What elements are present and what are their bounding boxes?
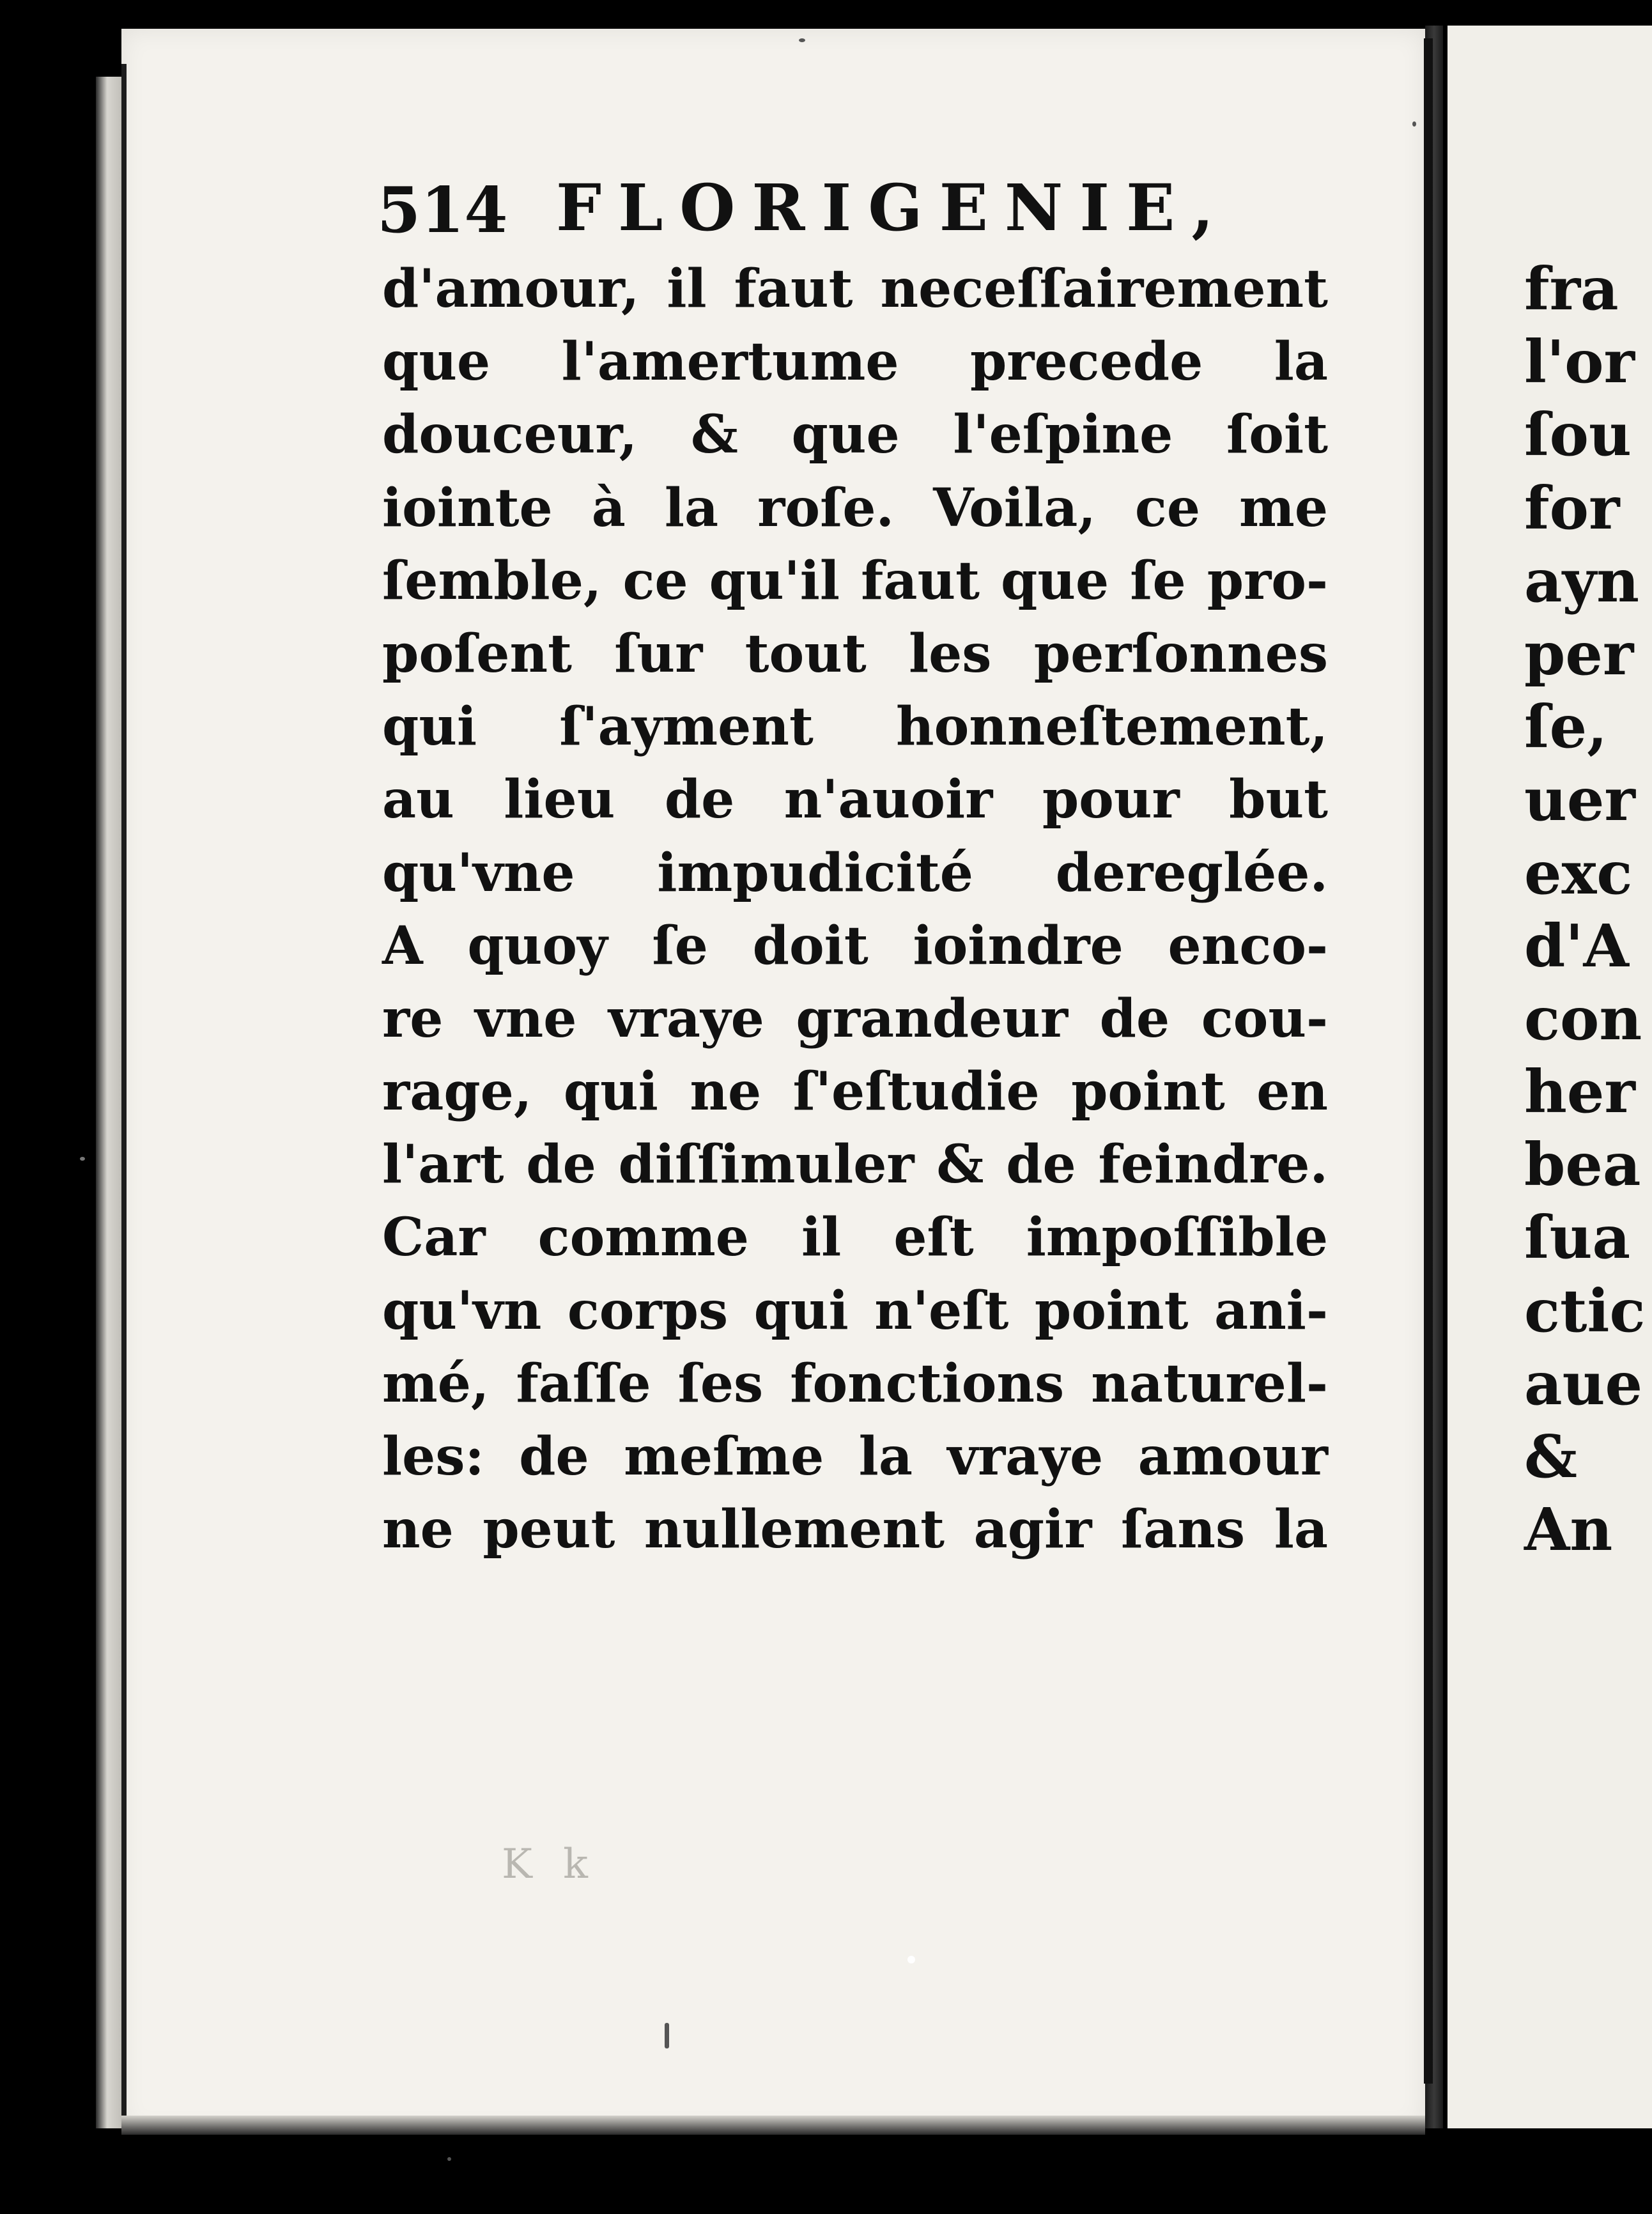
right-line: ſua — [1524, 1203, 1631, 1273]
right-line: uer — [1524, 765, 1635, 835]
right-line: exc — [1524, 838, 1633, 908]
text-line: qui ſ'ayment honneſtement, — [382, 696, 1328, 758]
right-line: l'or — [1524, 327, 1635, 397]
right-line: aue — [1524, 1349, 1643, 1418]
right-line: con — [1524, 984, 1642, 1053]
running-title: FLORIGENIE, — [556, 170, 1231, 245]
right-line: ſou — [1524, 400, 1632, 470]
text-line: d'amour, il faut neceſſairement — [382, 258, 1328, 320]
right-line: ſe, — [1524, 692, 1608, 762]
text-line: les: de meſme la vraye amour — [382, 1426, 1328, 1487]
text-line: iointe à la roſe. Voila, ce me — [382, 477, 1328, 539]
right-page-text-fragments — [1524, 252, 1652, 1566]
body-text — [382, 252, 1328, 1566]
text-line: poſent ſur tout les perſonnes — [382, 623, 1328, 685]
right-line: for — [1524, 473, 1620, 543]
speck — [1412, 121, 1416, 127]
speck — [447, 2157, 451, 2161]
right-line: ayn — [1524, 546, 1639, 615]
right-line: bea — [1524, 1130, 1641, 1200]
text-line: ne peut nullement agir ſans la — [382, 1499, 1328, 1561]
text-line: A quoy ſe doit ioindre enco- — [382, 915, 1328, 977]
bleed-through-signature: K k — [502, 1841, 597, 1888]
running-head — [377, 153, 1336, 247]
right-line: fra — [1524, 254, 1619, 323]
page-edge-line — [121, 64, 127, 2128]
page-number: 514 — [377, 174, 508, 247]
right-line: & — [1524, 1422, 1578, 1491]
text-line: Car comme il eſt impoſſible — [382, 1207, 1328, 1269]
right-line: d'A — [1524, 911, 1629, 980]
right-line: her — [1524, 1057, 1635, 1127]
right-line: ctic — [1524, 1276, 1646, 1345]
text-line: rage, qui ne ſ'eſtudie point en — [382, 1061, 1328, 1123]
text-line: ſemble, ce qu'il faut que ſe pro- — [382, 550, 1328, 612]
speck — [665, 2023, 669, 2048]
text-line: douceur, & que l'eſpine ſoit — [382, 404, 1328, 466]
text-line: que l'amertume precede la — [382, 331, 1328, 393]
right-line: An — [1524, 1495, 1613, 1565]
text-line: mé, faſſe ſes fonctions naturel- — [382, 1352, 1328, 1414]
speck — [907, 1956, 915, 1963]
text-line: re vne vraye grandeur de cou- — [382, 987, 1328, 1049]
text-line: qu'vne impudicité dereglée. — [382, 842, 1328, 904]
speck — [799, 38, 805, 42]
text-line: qu'vn corps qui n'eſt point ani- — [382, 1280, 1328, 1342]
speck — [80, 1157, 85, 1161]
right-line: per — [1524, 619, 1634, 688]
gutter-line — [1424, 38, 1433, 2084]
text-line: l'art de diſſimuler & de feindre. — [382, 1134, 1328, 1196]
page-bottom-edge — [121, 2116, 1425, 2135]
page-stack-edge — [96, 77, 124, 2128]
text-line: au lieu de n'auoir pour but — [382, 769, 1328, 831]
